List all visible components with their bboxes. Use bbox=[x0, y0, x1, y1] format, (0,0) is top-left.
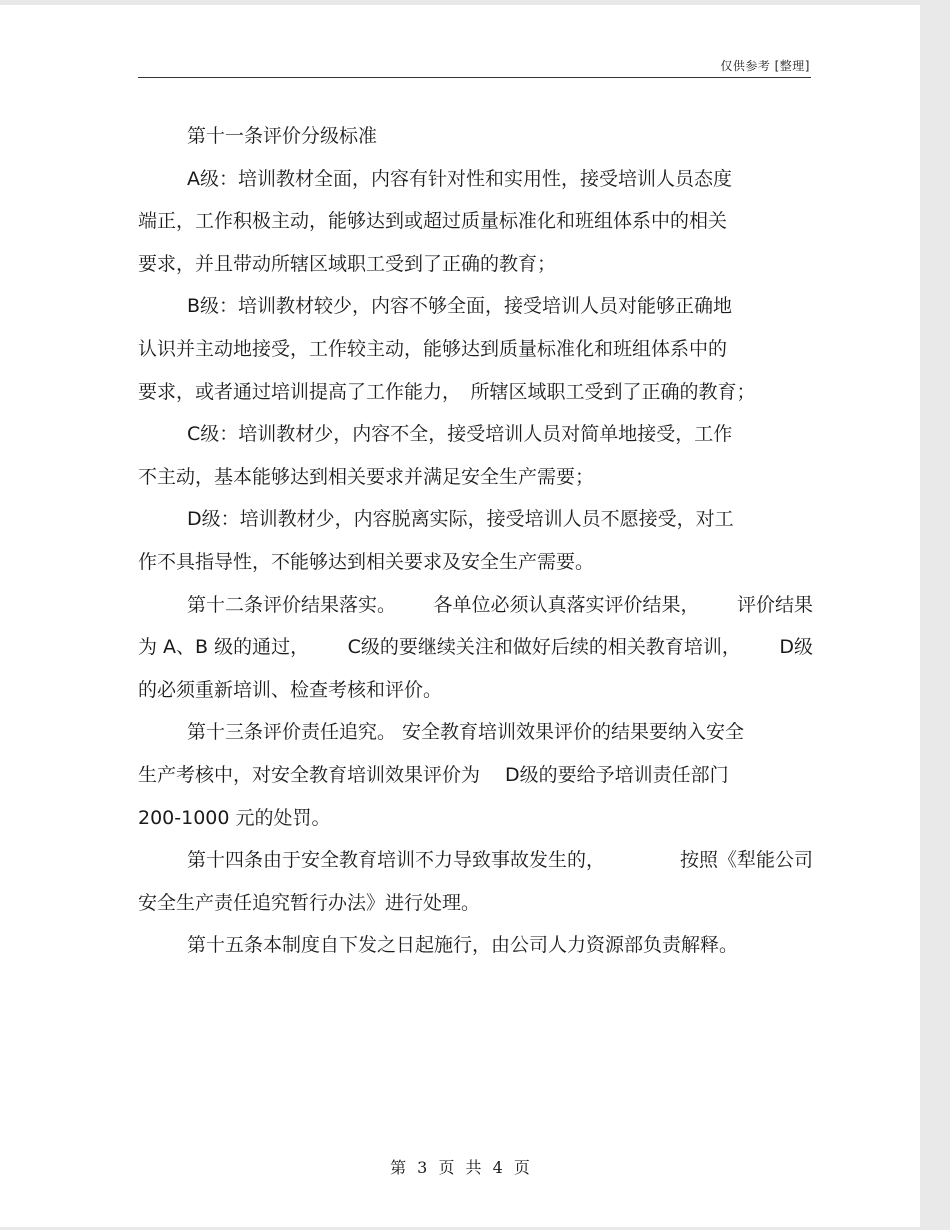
article-12-line-1 bbox=[138, 584, 813, 627]
grade-b-line-1: B级：培训教材较少，内容不够全面，接受培训人员对能够正确地 bbox=[187, 295, 733, 318]
grade-d-line-1: D级：培训教材少，内容脱离实际，接受培训人员不愿接受，对工 bbox=[187, 508, 734, 531]
article-13-line-2: 生产考核中，对安全教育培训效果评价为 D级的要给予培训责任部门 bbox=[138, 763, 729, 786]
grade-d-line-2: 作不具指导性，不能够达到相关要求及安全生产需要。 bbox=[138, 550, 595, 573]
text-segment: 各单位必须认真落实评价结果， bbox=[433, 593, 700, 616]
article-11-title: 第十一条评价分级标准 bbox=[187, 125, 378, 147]
document-page bbox=[0, 5, 920, 1227]
header-note: 仅供参考 [整理] bbox=[720, 59, 810, 73]
text-segment: 第十二条评价结果落实。 bbox=[187, 593, 397, 616]
document-body bbox=[138, 115, 813, 967]
article-12-line-2 bbox=[138, 626, 813, 669]
grade-a-line-3: 要求，并且带动所辖区域职工受到了正确的教育； bbox=[138, 252, 557, 275]
grade-b-line-3: 要求，或者通过培训提高了工作能力， 所辖区域职工受到了正确的教育； bbox=[138, 380, 756, 403]
article-13-line-3: 200-1000 元的处罚。 bbox=[138, 806, 331, 829]
grade-c-line-1: C级：培训教材少，内容不全，接受培训人员对简单地接受，工作 bbox=[187, 423, 733, 446]
grade-c-line-2: 不主动，基本能够达到相关要求并满足安全生产需要； bbox=[138, 465, 595, 488]
text-segment: C级的要继续关注和做好后续的相关教育培训， bbox=[347, 636, 741, 659]
article-14-line-2: 安全生产责任追究暂行办法》进行处理。 bbox=[138, 891, 481, 914]
article-15-line-1: 第十五条本制度自下发之日起施行，由公司人力资源部负责解释。 bbox=[187, 934, 739, 957]
text-segment: 评价结果 bbox=[736, 593, 813, 616]
text-segment: 为 A、B 级的通过， bbox=[138, 636, 310, 659]
text-segment: 第十四条由于安全教育培训不力导致事故发生的， bbox=[187, 849, 606, 872]
grade-b-line-2: 认识并主动地接受，工作较主动，能够达到质量标准化和班组体系中的 bbox=[138, 337, 728, 360]
text-segment: D级 bbox=[779, 636, 813, 659]
article-14-line-1 bbox=[138, 839, 813, 882]
grade-a-line-1: A级：培训教材全面，内容有针对性和实用性，接受培训人员态度 bbox=[187, 167, 732, 190]
text-segment: 按照《犁能公司 bbox=[679, 849, 813, 872]
page-number: 第 3 页 共 4 页 bbox=[390, 1158, 530, 1177]
article-12-line-3: 的必须重新培训、检查考核和评价。 bbox=[138, 678, 443, 701]
grade-a-line-2: 端正，工作积极主动，能够达到或超过质量标准化和班组体系中的相关 bbox=[138, 210, 728, 233]
header-rule bbox=[138, 77, 811, 78]
article-13-line-1: 第十三条评价责任追究。 安全教育培训效果评价的结果要纳入安全 bbox=[187, 721, 745, 744]
